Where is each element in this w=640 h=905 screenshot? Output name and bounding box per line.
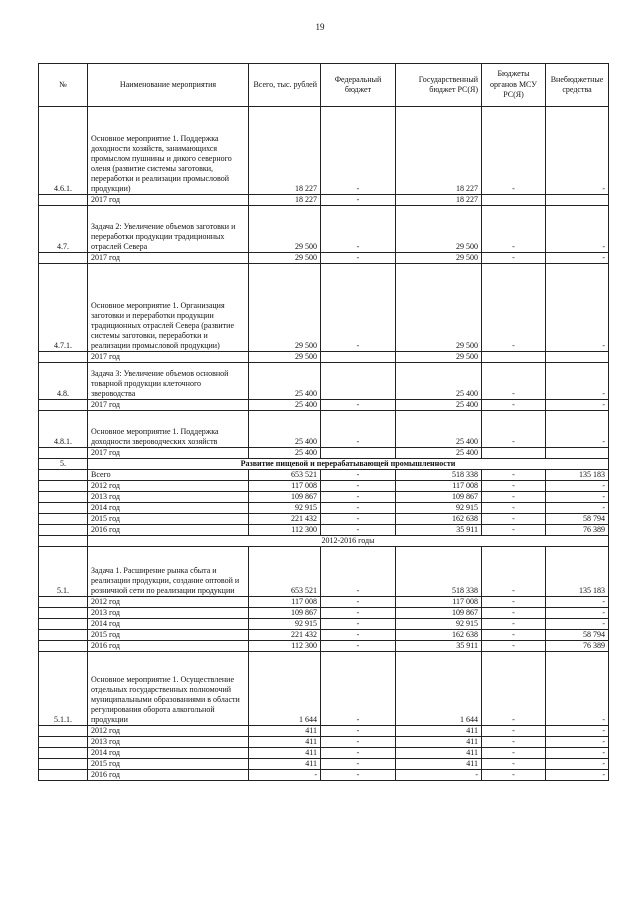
header-total: Всего, тыс. рублей — [249, 64, 321, 107]
cell-total: 29 500 — [249, 264, 321, 352]
cell-total: 112 300 — [249, 525, 321, 536]
cell-state: 109 867 — [396, 492, 482, 503]
cell-state: 25 400 — [396, 400, 482, 411]
table-row — [39, 748, 609, 759]
cell-extra: 135 183 — [546, 470, 609, 481]
cell-federal: - — [321, 525, 396, 536]
cell-extra: - — [546, 503, 609, 514]
cell-msu: - — [482, 470, 546, 481]
row-name: 2013 год — [88, 737, 249, 748]
row-number: 4.7. — [39, 206, 88, 253]
cell-state: 162 638 — [396, 514, 482, 525]
row-number — [39, 481, 88, 492]
table-row — [39, 253, 609, 264]
cell-extra: - — [546, 652, 609, 726]
row-number: 5. — [39, 459, 88, 470]
cell-state: 35 911 — [396, 641, 482, 652]
cell-state: 117 008 — [396, 481, 482, 492]
table-row — [39, 195, 609, 206]
cell-msu: - — [482, 748, 546, 759]
cell-state: 25 400 — [396, 363, 482, 400]
header-extra: Внебюджетные средства — [546, 64, 609, 107]
row-number: 4.7.1. — [39, 264, 88, 352]
table-row — [39, 459, 609, 470]
cell-federal: - — [321, 652, 396, 726]
cell-msu: - — [482, 492, 546, 503]
row-name: 2012 год — [88, 597, 249, 608]
cell-federal: - — [321, 737, 396, 748]
cell-federal: - — [321, 641, 396, 652]
table-row — [39, 608, 609, 619]
row-name: 2016 год — [88, 525, 249, 536]
cell-state: 35 911 — [396, 525, 482, 536]
cell-msu: - — [482, 264, 546, 352]
cell-state: 411 — [396, 737, 482, 748]
row-name: 2012 год — [88, 726, 249, 737]
cell-federal: - — [321, 264, 396, 352]
cell-extra: - — [546, 400, 609, 411]
cell-federal: - — [321, 770, 396, 781]
cell-state: 25 400 — [396, 448, 482, 459]
header-num: № — [39, 64, 88, 107]
cell-total: 25 400 — [249, 400, 321, 411]
cell-msu: - — [482, 363, 546, 400]
table-row — [39, 514, 609, 525]
cell-federal: - — [321, 411, 396, 448]
cell-total: 29 500 — [249, 206, 321, 253]
cell-extra: - — [546, 608, 609, 619]
cell-extra: - — [546, 492, 609, 503]
cell-msu: - — [482, 630, 546, 641]
row-name: 2014 год — [88, 748, 249, 759]
cell-msu: - — [482, 619, 546, 630]
cell-total: 18 227 — [249, 107, 321, 195]
row-name: Основное мероприятие 1. Осуществление отдельных государственных полномочий муниципальными образованиями в области регулирования оборота алкогольной продукции — [88, 652, 249, 726]
row-name: Основное мероприятие 1. Поддержка доходности звероводческих хозяйств — [88, 411, 249, 448]
cell-state: 518 338 — [396, 470, 482, 481]
cell-total: 112 300 — [249, 641, 321, 652]
row-name: Основное мероприятие 1. Организация заготовки и переработки продукции традиционных отраслей Севера (развитие системы заготовки, переработки и реализации промысловой продукции) — [88, 264, 249, 352]
cell-state: 29 500 — [396, 253, 482, 264]
table-row — [39, 481, 609, 492]
header-state: Государственный бюджет РС(Я) — [396, 64, 482, 107]
row-number-empty — [39, 536, 88, 547]
period-label: 2012-2016 годы — [88, 536, 609, 547]
row-number — [39, 470, 88, 481]
cell-total: 411 — [249, 759, 321, 770]
cell-total: 117 008 — [249, 481, 321, 492]
cell-federal: - — [321, 608, 396, 619]
cell-total: 25 400 — [249, 363, 321, 400]
cell-msu: - — [482, 400, 546, 411]
cell-extra: - — [546, 770, 609, 781]
table-row — [39, 107, 609, 195]
cell-federal: - — [321, 726, 396, 737]
row-number — [39, 726, 88, 737]
table-row — [39, 547, 609, 597]
table-row — [39, 525, 609, 536]
cell-extra: 76 389 — [546, 525, 609, 536]
cell-msu: - — [482, 525, 546, 536]
cell-msu: - — [482, 608, 546, 619]
cell-extra: - — [546, 597, 609, 608]
row-number: 5.1.1. — [39, 652, 88, 726]
row-number — [39, 525, 88, 536]
cell-extra: - — [546, 619, 609, 630]
row-name: 2012 год — [88, 481, 249, 492]
cell-state: 25 400 — [396, 411, 482, 448]
header-name: Наименование мероприятия — [88, 64, 249, 107]
cell-total: 29 500 — [249, 253, 321, 264]
table-row — [39, 206, 609, 253]
row-number — [39, 503, 88, 514]
cell-extra: - — [546, 206, 609, 253]
cell-state: 411 — [396, 759, 482, 770]
table-row — [39, 492, 609, 503]
cell-extra — [546, 195, 609, 206]
cell-state: 29 500 — [396, 352, 482, 363]
row-name: 2015 год — [88, 514, 249, 525]
table-row — [39, 652, 609, 726]
cell-msu: - — [482, 411, 546, 448]
cell-msu — [482, 195, 546, 206]
cell-extra: - — [546, 748, 609, 759]
cell-federal: - — [321, 630, 396, 641]
cell-total: 221 432 — [249, 630, 321, 641]
row-name: 2016 год — [88, 770, 249, 781]
cell-state: 29 500 — [396, 264, 482, 352]
table-row — [39, 759, 609, 770]
cell-federal: - — [321, 253, 396, 264]
row-name: Задача 3: Увеличение объемов основной товарной продукции клеточного звероводства — [88, 363, 249, 400]
cell-total: 117 008 — [249, 597, 321, 608]
row-name: 2015 год — [88, 630, 249, 641]
cell-extra — [546, 352, 609, 363]
table-row — [39, 448, 609, 459]
table-row — [39, 737, 609, 748]
cell-state: 518 338 — [396, 547, 482, 597]
cell-state: 1 644 — [396, 652, 482, 726]
row-number — [39, 619, 88, 630]
cell-msu — [482, 352, 546, 363]
table-row — [39, 411, 609, 448]
cell-federal: - — [321, 597, 396, 608]
cell-state: 29 500 — [396, 206, 482, 253]
cell-federal: - — [321, 481, 396, 492]
cell-total: 411 — [249, 748, 321, 759]
row-name: 2014 год — [88, 503, 249, 514]
budget-table — [38, 63, 609, 781]
row-number: 5.1. — [39, 547, 88, 597]
cell-state: 109 867 — [396, 608, 482, 619]
row-number — [39, 352, 88, 363]
cell-total: 92 915 — [249, 503, 321, 514]
cell-msu: - — [482, 107, 546, 195]
row-name: Основное мероприятие 1. Поддержка доходности хозяйств, занимающихся промыслом пушнины и дикого северного оленя (развитие системы заготовки, переработки и реализации промысловой продукции) — [88, 107, 249, 195]
cell-msu: - — [482, 503, 546, 514]
page-number: 19 — [315, 22, 325, 32]
cell-extra: 135 183 — [546, 547, 609, 597]
row-number — [39, 759, 88, 770]
row-number — [39, 770, 88, 781]
row-name: 2017 год — [88, 195, 249, 206]
row-number: 4.8.1. — [39, 411, 88, 448]
cell-federal — [321, 448, 396, 459]
row-name: 2013 год — [88, 608, 249, 619]
cell-state: 411 — [396, 726, 482, 737]
table-row — [39, 503, 609, 514]
cell-msu: - — [482, 547, 546, 597]
row-name: Всего — [88, 470, 249, 481]
cell-extra: 58 794 — [546, 514, 609, 525]
cell-msu: - — [482, 514, 546, 525]
cell-msu: - — [482, 481, 546, 492]
cell-federal: - — [321, 492, 396, 503]
cell-extra — [546, 448, 609, 459]
cell-msu: - — [482, 737, 546, 748]
cell-extra: - — [546, 264, 609, 352]
cell-total: 25 400 — [249, 411, 321, 448]
row-number — [39, 253, 88, 264]
section-title: Развитие пищевой и перерабатывающей промышленности — [88, 459, 609, 470]
cell-extra: - — [546, 253, 609, 264]
cell-msu: - — [482, 641, 546, 652]
cell-state: 92 915 — [396, 503, 482, 514]
cell-total: 18 227 — [249, 195, 321, 206]
row-name: Задача 1. Расширение рынка сбыта и реализации продукции, создание оптовой и розничной сети по реализации продукции — [88, 547, 249, 597]
row-number — [39, 748, 88, 759]
cell-federal: - — [321, 547, 396, 597]
cell-total: 411 — [249, 737, 321, 748]
cell-extra: - — [546, 726, 609, 737]
table-row — [39, 470, 609, 481]
header-federal: Федеральный бюджет — [321, 64, 396, 107]
table-row — [39, 264, 609, 352]
cell-federal: - — [321, 748, 396, 759]
cell-federal: - — [321, 503, 396, 514]
cell-total: 92 915 — [249, 619, 321, 630]
cell-federal: - — [321, 470, 396, 481]
table-row — [39, 536, 609, 547]
cell-extra: - — [546, 411, 609, 448]
cell-msu: - — [482, 253, 546, 264]
cell-msu: - — [482, 597, 546, 608]
row-number — [39, 514, 88, 525]
cell-state: 18 227 — [396, 195, 482, 206]
table-row — [39, 641, 609, 652]
cell-total: 221 432 — [249, 514, 321, 525]
header-msu: Бюджеты органов МСУ РС(Я) — [482, 64, 546, 107]
cell-msu: - — [482, 652, 546, 726]
cell-federal: - — [321, 195, 396, 206]
row-number — [39, 597, 88, 608]
table-body — [39, 107, 609, 781]
row-number — [39, 448, 88, 459]
cell-msu: - — [482, 726, 546, 737]
table-row — [39, 400, 609, 411]
cell-federal: - — [321, 107, 396, 195]
cell-extra: - — [546, 759, 609, 770]
cell-total: 653 521 — [249, 470, 321, 481]
cell-federal — [321, 363, 396, 400]
row-name: 2013 год — [88, 492, 249, 503]
table-row — [39, 770, 609, 781]
row-number: 4.8. — [39, 363, 88, 400]
cell-extra: - — [546, 107, 609, 195]
cell-federal: - — [321, 759, 396, 770]
cell-federal: - — [321, 400, 396, 411]
cell-state: 162 638 — [396, 630, 482, 641]
row-name: 2017 год — [88, 352, 249, 363]
cell-state: 18 227 — [396, 107, 482, 195]
cell-total: 25 400 — [249, 448, 321, 459]
cell-total: 653 521 — [249, 547, 321, 597]
table-row — [39, 352, 609, 363]
row-name: 2017 год — [88, 400, 249, 411]
cell-msu: - — [482, 206, 546, 253]
row-name: 2014 год — [88, 619, 249, 630]
row-name: 2015 год — [88, 759, 249, 770]
cell-total: 109 867 — [249, 492, 321, 503]
cell-federal: - — [321, 206, 396, 253]
row-name: Задача 2: Увеличение объемов заготовки и переработки продукции традиционных отраслей Севера — [88, 206, 249, 253]
cell-state: - — [396, 770, 482, 781]
cell-extra: 58 794 — [546, 630, 609, 641]
row-number — [39, 630, 88, 641]
cell-extra: - — [546, 481, 609, 492]
cell-total: 29 500 — [249, 352, 321, 363]
cell-msu: - — [482, 759, 546, 770]
table-row — [39, 619, 609, 630]
cell-msu — [482, 448, 546, 459]
table-header-row — [39, 64, 609, 107]
cell-total: 109 867 — [249, 608, 321, 619]
cell-total: 1 644 — [249, 652, 321, 726]
cell-total: 411 — [249, 726, 321, 737]
cell-total: - — [249, 770, 321, 781]
row-name: 2016 год — [88, 641, 249, 652]
row-number — [39, 737, 88, 748]
row-number — [39, 492, 88, 503]
cell-state: 411 — [396, 748, 482, 759]
row-number: 4.6.1. — [39, 107, 88, 195]
cell-extra: 76 389 — [546, 641, 609, 652]
table-row — [39, 597, 609, 608]
cell-state: 92 915 — [396, 619, 482, 630]
cell-msu: - — [482, 770, 546, 781]
row-number — [39, 641, 88, 652]
cell-extra: - — [546, 363, 609, 400]
cell-state: 117 008 — [396, 597, 482, 608]
cell-federal: - — [321, 514, 396, 525]
table-row — [39, 363, 609, 400]
row-number — [39, 608, 88, 619]
row-number — [39, 195, 88, 206]
cell-extra: - — [546, 737, 609, 748]
row-name: 2017 год — [88, 448, 249, 459]
cell-federal — [321, 352, 396, 363]
row-name: 2017 год — [88, 253, 249, 264]
cell-federal: - — [321, 619, 396, 630]
table-row — [39, 726, 609, 737]
table-row — [39, 630, 609, 641]
row-number — [39, 400, 88, 411]
